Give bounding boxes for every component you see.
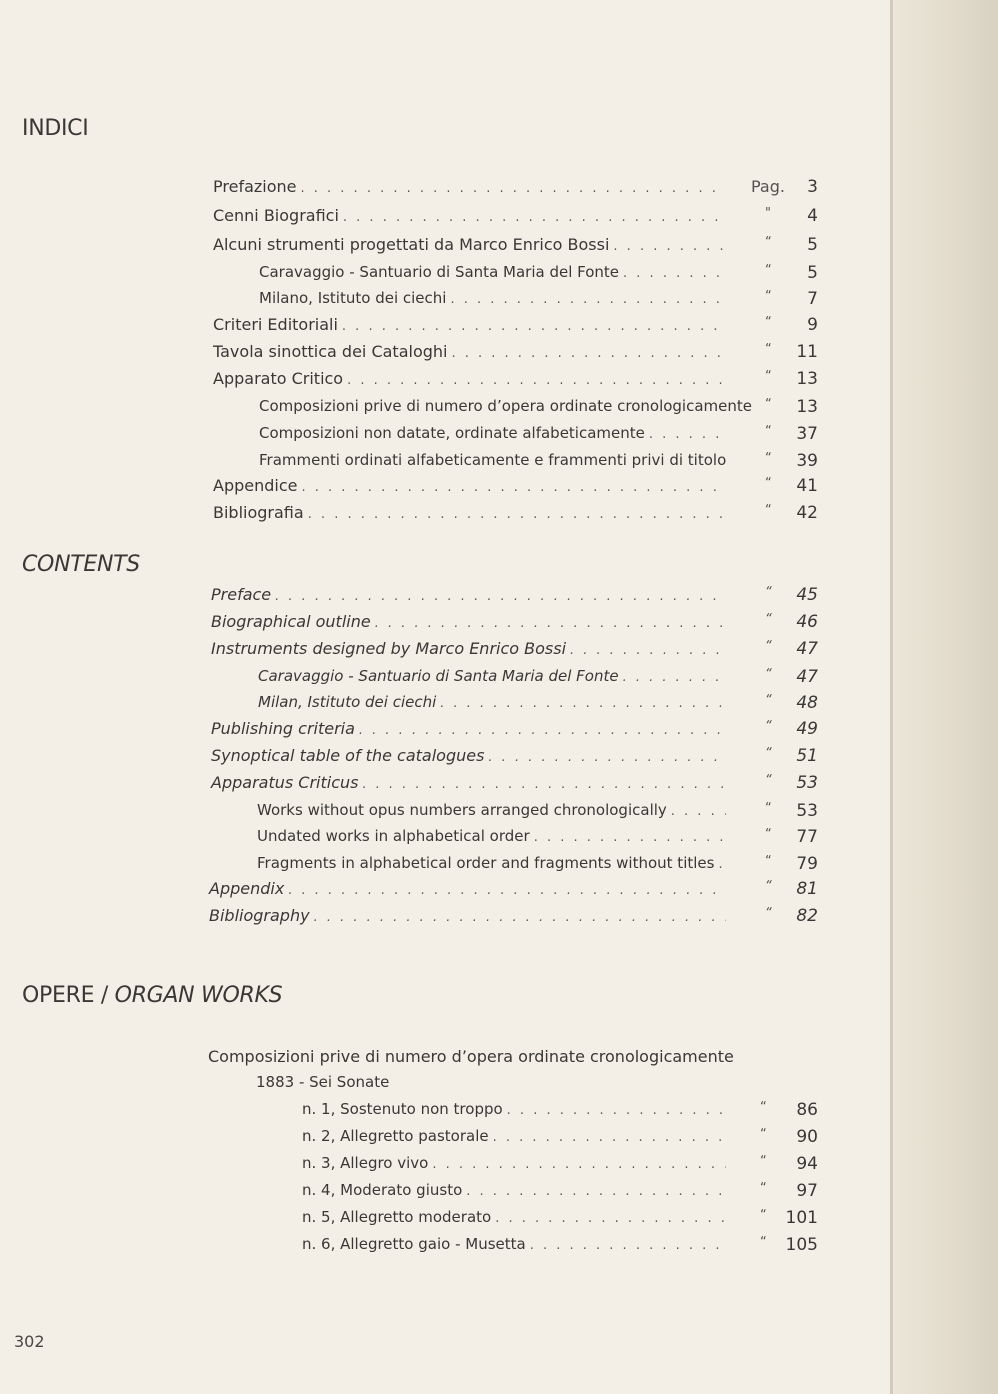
entry-title: Instruments designed by Marco Enrico Bossi	[211, 639, 567, 658]
toc-entry[interactable]	[257, 854, 818, 878]
dot-leader	[649, 427, 726, 442]
toc-entry[interactable]	[213, 503, 818, 527]
entry-mark: “	[765, 397, 772, 412]
entry-title: Milan, Istituto dei ciechi	[258, 693, 437, 711]
dot-leader	[495, 1211, 726, 1226]
toc-entry[interactable]	[302, 1127, 818, 1151]
dot-leader	[342, 319, 726, 334]
entry-title: Caravaggio - Santuario di Santa Maria del Fonte	[258, 667, 619, 685]
entry-title: Publishing criteria	[211, 719, 355, 738]
entry-page: 81	[796, 879, 818, 899]
entry-page: 45	[796, 585, 818, 605]
toc-entry[interactable]	[213, 315, 818, 339]
entry-page: 46	[796, 612, 818, 632]
entry-title: Caravaggio - Santuario di Santa Maria del Fonte	[259, 263, 620, 281]
entry-mark: “	[765, 773, 772, 788]
toc-entry[interactable]	[211, 639, 818, 663]
toc-entry[interactable]	[211, 773, 818, 797]
entry-page: 90	[796, 1127, 818, 1147]
entry-title: Biographical outline	[211, 612, 371, 631]
entry-mark: “	[765, 693, 772, 708]
dot-leader	[362, 777, 726, 792]
entry-mark: “	[765, 263, 772, 278]
entry-title: Appendix	[209, 879, 285, 898]
toc-entry[interactable]	[211, 612, 818, 636]
entry-title: Undated works in alphabetical order	[257, 827, 530, 845]
entry-mark: “	[765, 503, 772, 518]
toc-entry[interactable]	[302, 1208, 818, 1232]
entry-page: 13	[796, 397, 818, 417]
entry-page: 82	[796, 906, 818, 926]
opere-heading-italic: ORGAN WORKS	[114, 983, 283, 1008]
entry-page: 39	[796, 451, 818, 471]
entry-page: 3	[807, 177, 818, 197]
entry-title: n. 5, Allegretto moderato	[302, 1208, 492, 1226]
toc-entry[interactable]	[209, 906, 818, 930]
page-gutter-shadow	[892, 0, 998, 1394]
entry-title: Synoptical table of the catalogues	[211, 746, 485, 765]
entry-mark: “	[765, 879, 772, 894]
entry-page: 48	[796, 693, 818, 713]
entry-title: Preface	[211, 585, 272, 604]
entry-page: 49	[796, 719, 818, 739]
entry-title: n. 6, Allegretto gaio - Musetta	[302, 1235, 526, 1253]
toc-entry[interactable]	[213, 235, 818, 259]
dot-leader	[308, 507, 726, 522]
toc-entry[interactable]	[259, 451, 818, 475]
entry-title: Criteri Editoriali	[213, 315, 338, 334]
dot-leader	[301, 181, 727, 196]
entry-page: 5	[807, 263, 818, 283]
entry-title: Frammenti ordinati alfabeticamente e frammenti privi di titolo	[259, 451, 727, 469]
dot-leader	[613, 239, 726, 254]
toc-entry[interactable]	[211, 585, 818, 609]
entry-title: n. 4, Moderato giusto	[302, 1181, 463, 1199]
entry-mark: “	[760, 1235, 767, 1250]
entry-title: n. 1, Sostenuto non troppo	[302, 1100, 503, 1118]
entry-title: Composizioni prive di numero d’opera ordinate cronologicamente	[259, 397, 752, 415]
entry-page: 13	[796, 369, 818, 389]
entry-title: Bibliografia	[213, 503, 304, 522]
entry-mark: “	[765, 639, 772, 654]
toc-entry[interactable]	[258, 667, 818, 691]
entry-mark: “	[765, 801, 772, 816]
dot-leader	[288, 883, 726, 898]
toc-entry[interactable]	[211, 746, 818, 770]
entry-title: n. 2, Allegretto pastorale	[302, 1127, 489, 1145]
entry-page: 41	[796, 476, 818, 496]
dot-leader	[488, 750, 726, 765]
toc-entry[interactable]	[302, 1181, 818, 1205]
dot-leader	[314, 910, 726, 925]
dot-leader	[347, 373, 726, 388]
opere-heading-plain: OPERE /	[22, 983, 115, 1008]
entry-page: 77	[796, 827, 818, 847]
entry-page: 105	[785, 1235, 818, 1255]
entry-mark: “	[765, 369, 772, 384]
entry-page: 53	[796, 801, 818, 821]
dot-leader	[623, 670, 726, 685]
toc-entry[interactable]	[213, 206, 818, 230]
opere-heading	[22, 983, 282, 1008]
entry-title: Milano, Istituto dei ciechi	[259, 289, 447, 307]
entry-title: Appendice	[213, 476, 298, 495]
entry-mark: “	[760, 1154, 767, 1169]
entry-page: 37	[796, 424, 818, 444]
entry-mark: “	[765, 667, 772, 682]
page-number: 302	[14, 1332, 45, 1351]
entry-mark: “	[765, 906, 772, 921]
entry-page: 4	[807, 206, 818, 226]
toc-entry[interactable]	[302, 1154, 818, 1178]
entry-mark: “	[765, 719, 772, 734]
indici-heading: INDICI	[22, 116, 89, 141]
entry-mark: Pag.	[751, 177, 785, 196]
toc-entry[interactable]	[209, 879, 818, 903]
toc-entry[interactable]	[213, 177, 818, 201]
entry-mark: “	[765, 451, 772, 466]
dot-leader	[275, 589, 726, 604]
toc-entry[interactable]	[259, 289, 818, 313]
dot-leader	[570, 643, 726, 658]
dot-leader	[534, 830, 726, 845]
entry-page: 47	[796, 667, 818, 687]
entry-title: Bibliography	[209, 906, 310, 925]
entry-mark: “	[765, 827, 772, 842]
entry-mark: “	[765, 315, 772, 330]
dot-leader	[440, 696, 726, 711]
entry-title: Cenni Biografici	[213, 206, 339, 225]
dot-leader	[507, 1103, 726, 1118]
entry-mark: “	[765, 342, 772, 357]
entry-mark: "	[765, 206, 771, 221]
entry-title: Alcuni strumenti progettati da Marco Enrico Bossi	[213, 235, 610, 254]
entry-page: 9	[807, 315, 818, 335]
entry-page: 5	[807, 235, 818, 255]
entry-mark: “	[765, 854, 772, 869]
entry-title: Prefazione	[213, 177, 297, 196]
toc-entry[interactable]	[257, 801, 818, 825]
dot-leader	[301, 480, 726, 495]
entry-page: 86	[796, 1100, 818, 1120]
entry-page: 51	[796, 746, 818, 766]
entry-page: 101	[785, 1208, 818, 1228]
entry-title: Fragments in alphabetical order and fragments without titles	[257, 854, 715, 872]
dot-leader	[359, 723, 726, 738]
subgroup-title: 1883 - Sei Sonate	[256, 1073, 390, 1091]
entry-page: 42	[796, 503, 818, 523]
entry-mark: “	[765, 424, 772, 439]
entry-page: 94	[796, 1154, 818, 1174]
dot-leader	[671, 804, 726, 819]
toc-entry[interactable]	[211, 719, 818, 743]
entry-mark: “	[765, 235, 772, 250]
entry-page: 97	[796, 1181, 818, 1201]
entry-mark: “	[765, 476, 772, 491]
toc-entry[interactable]	[259, 424, 818, 448]
entry-title: Apparato Critico	[213, 369, 344, 388]
entry-title: Composizioni non datate, ordinate alfabeticamente	[259, 424, 645, 442]
dot-leader	[623, 266, 726, 281]
entry-title: n. 3, Allegro vivo	[302, 1154, 429, 1172]
entry-mark: “	[760, 1127, 767, 1142]
dot-leader	[432, 1157, 726, 1172]
toc-entry[interactable]	[213, 369, 818, 393]
toc-entry[interactable]	[258, 693, 818, 717]
toc-entry[interactable]	[213, 342, 818, 366]
entry-mark: “	[765, 746, 772, 761]
entry-page: 53	[796, 773, 818, 793]
toc-entry[interactable]	[259, 397, 818, 421]
contents-heading: CONTENTS	[22, 552, 140, 577]
entry-title: Tavola sinottica dei Cataloghi	[213, 342, 448, 361]
entry-page: 79	[796, 854, 818, 874]
dot-leader	[451, 346, 726, 361]
entry-page: 7	[807, 289, 818, 309]
toc-entry[interactable]	[302, 1100, 818, 1124]
toc-entry[interactable]	[259, 263, 818, 287]
entry-page: 11	[796, 342, 818, 362]
dot-leader	[466, 1184, 726, 1199]
dot-leader	[375, 616, 726, 631]
toc-entry[interactable]	[257, 827, 818, 851]
toc-entry[interactable]	[213, 476, 818, 500]
entry-mark: “	[765, 289, 772, 304]
entry-mark: “	[760, 1100, 767, 1115]
entry-mark: “	[760, 1181, 767, 1196]
page-fold-line	[890, 0, 893, 1394]
group-title: Composizioni prive di numero d’opera ordinate cronologicamente	[208, 1047, 734, 1066]
entry-mark: “	[760, 1208, 767, 1223]
dot-leader	[530, 1238, 726, 1253]
entry-mark: “	[765, 585, 772, 600]
entry-mark: “	[765, 612, 772, 627]
toc-entry[interactable]	[302, 1235, 818, 1259]
dot-leader	[718, 857, 726, 872]
entry-title: Works without opus numbers arranged chronologically	[257, 801, 667, 819]
entry-page: 47	[796, 639, 818, 659]
dot-leader	[493, 1130, 726, 1145]
dot-leader	[343, 210, 726, 225]
dot-leader	[450, 292, 726, 307]
entry-title: Apparatus Criticus	[211, 773, 359, 792]
